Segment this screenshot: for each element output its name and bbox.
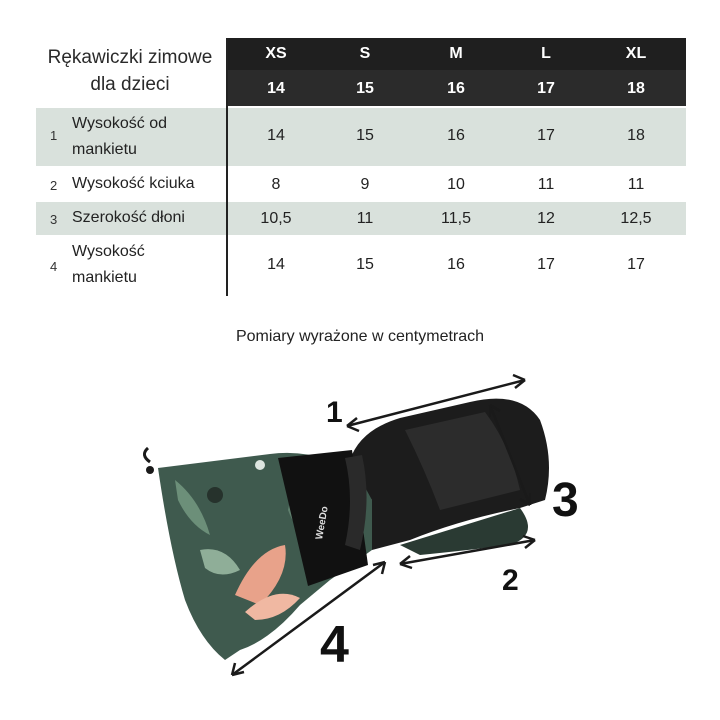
diagram-label-1: 1 [326,396,343,429]
table-row [36,167,686,201]
size-number-m: 16 [447,80,465,97]
row-label [72,111,167,163]
diagram-label-3: 3 [552,474,579,527]
row-number: 4 [50,259,58,274]
size-header-row [226,38,686,70]
table-cell: 11 [537,176,555,193]
table-cell: 12 [537,210,555,227]
size-xl: XL [625,45,647,62]
size-number-row [226,70,686,106]
title-line-1: Rękawiczki zimowe [47,47,213,68]
units-note: Pomiary wyrażone w centymetrach [235,328,485,345]
table-row [36,202,686,235]
table-cell: 10 [447,176,465,193]
diagram-label-2: 2 [502,564,519,597]
table-cell: 14 [267,256,285,273]
size-xs: XS [265,45,287,62]
table-title [30,44,230,98]
table-row [36,236,686,294]
table-cell: 8 [271,176,281,193]
table-row [36,108,686,166]
brand-logo-text: WeeDo [314,505,331,541]
table-cell: 9 [360,176,370,193]
row-label-line-1: Wysokość od [72,115,167,132]
row-label [72,239,145,291]
row-label: Szerokość dłoni [72,209,185,226]
row-label-line-1: Wysokość [72,243,145,260]
table-cell: 18 [627,127,645,144]
table-cell: 10,5 [260,210,292,227]
table-cell: 12,5 [620,210,652,227]
table-cell: 16 [447,127,465,144]
table-cell: 17 [627,256,645,273]
row-number: 1 [50,128,58,143]
table-cell: 16 [447,256,465,273]
diagram-label-4: 4 [320,616,349,674]
table-cell: 15 [356,256,374,273]
row-label-line-2: mankietu [72,141,137,158]
size-number-xl: 18 [627,80,645,97]
row-number: 3 [50,212,58,227]
table-cell: 14 [267,127,285,144]
table-cell: 17 [537,127,555,144]
size-number-xs: 14 [267,80,285,97]
size-m: M [449,45,463,62]
row-label-line-2: mankietu [72,269,137,286]
size-s: S [359,45,371,62]
size-number-s: 15 [356,80,374,97]
glove-diagram [0,350,720,720]
table-cell: 17 [537,256,555,273]
table-cell: 11,5 [441,210,471,227]
table-divider [226,38,228,296]
row-label: Wysokość kciuka [72,175,195,192]
table-cell: 11 [627,176,645,193]
title-line-2: dla dzieci [90,74,170,95]
size-number-l: 17 [537,80,555,97]
size-l: L [541,45,551,62]
table-cell: 15 [356,127,374,144]
table-cell: 11 [356,210,374,227]
row-number: 2 [50,178,58,193]
